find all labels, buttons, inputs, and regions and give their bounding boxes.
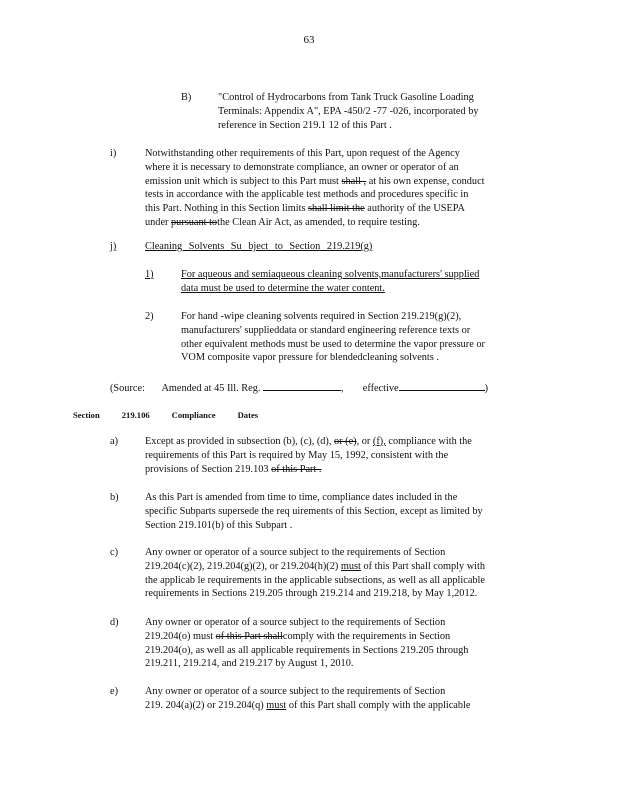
struck-text: of this Part shall	[215, 630, 283, 642]
section-number: 219.106	[121, 410, 150, 420]
source-amended: Amended at 45 Ill. Reg.	[161, 383, 261, 394]
plain-text: the Clean Air Act, as amended, to require testing.	[217, 216, 420, 228]
item-c-line: the applicab le requirements in the applicable subsections, as well as all applicable	[145, 574, 485, 586]
sub2-line: other equivalent methods must be used to determine the vapor pressure or	[181, 338, 485, 350]
source-effective: effective	[362, 383, 399, 394]
register-blank	[263, 380, 341, 391]
source-close: )	[484, 383, 489, 394]
item-i-line	[145, 216, 523, 230]
plain-text: under	[145, 216, 169, 228]
item-d-line	[145, 630, 523, 644]
item-i-line: Notwithstanding other requirements of this Part, upon request of the Agency	[145, 148, 460, 159]
item-d-label: d)	[110, 617, 119, 628]
plain-text: authority of the USEPA	[367, 203, 465, 215]
item-c-text	[145, 546, 535, 601]
plain-text: 219.204(c)(2), 219.204(g)(2), or 219.204(h)(2)	[145, 560, 339, 572]
item-d-text	[145, 616, 523, 671]
item-d-line: 219.204(o), as well as all applicable requirements in Sections 219.205 through	[145, 644, 469, 656]
section-title-2: Dates	[237, 410, 259, 420]
item-j-sub2-text	[181, 310, 536, 365]
item-b-line: Terminals: Appendix A", EPA -450/2 -77 -026, incorporated by	[218, 105, 479, 117]
plain-text: 219.204(o) must	[145, 630, 214, 642]
plain-text: Except as provided in subsection (b), (c), (d),	[145, 436, 332, 447]
item-b-line: reference in Section 219.1 12 of this Part .	[218, 119, 392, 131]
sub2-line: manufacturers' supplieddata or standard engineering reference texts or	[181, 324, 471, 336]
item-j-title: Cleaning Solvents Su bject to Section 219.219(g)	[145, 241, 373, 252]
item-b-label: B)	[181, 92, 192, 103]
item-c-line: Any owner or operator of a source subject to the requirements of Section	[145, 547, 446, 558]
sub2-line: For hand -wipe cleaning solvents required in Section 219.219(g)(2),	[181, 311, 462, 322]
item-c-line: requirements in Sections 219.205 through 219.214 and 219.218, by May 1,2012.	[145, 588, 478, 600]
item-i-line	[145, 202, 523, 216]
item-e-line	[145, 699, 523, 713]
item-i-line: tests in accordance with the applicable test methods and procedures specific in	[145, 189, 469, 201]
item-e-label: e)	[110, 686, 118, 697]
section-word: Section	[73, 410, 100, 420]
source-note	[110, 380, 488, 396]
struck-text: or (e)	[334, 436, 357, 447]
item-b-text	[218, 91, 518, 132]
item-b-line: "Control of Hydrocarbons from Tank Truck Gasoline Loading	[218, 92, 474, 103]
plain-text: provisions of Section 219.103	[145, 463, 269, 475]
plain-text: of this Part shall comply with the applicable	[288, 699, 471, 711]
item-b2-line: specific Subparts supersede the req uirements of this Section, except as limited by	[145, 505, 483, 517]
item-c-label: c)	[110, 547, 118, 558]
item-i-text	[145, 147, 523, 230]
sub1-line: For aqueous and semiaqueous cleaning solvents,manufacturers' supplied	[181, 269, 480, 280]
source-comma: ,	[341, 383, 344, 394]
item-d-line: 219.211, 219.214, and 219.217 by August 1, 2010.	[145, 658, 354, 670]
effective-blank	[399, 380, 485, 391]
item-b2-line: As this Part is amended from time to time, compliance dates included in the	[145, 492, 458, 503]
item-i-line	[145, 175, 523, 189]
item-j-sub1-text	[181, 268, 526, 296]
item-c-line	[145, 560, 535, 574]
item-a-label: a)	[110, 436, 118, 447]
sub2-line: VOM composite vapor pressure for blendedcleaning solvents .	[181, 352, 439, 364]
sub1-line: data must be used to determine the water content.	[181, 282, 385, 294]
page-number: 63	[303, 34, 315, 46]
item-j-sub2-label: 2)	[145, 311, 154, 322]
item-e-text	[145, 685, 523, 713]
struck-text: of this Part .	[271, 463, 322, 475]
inserted-text: (f),	[372, 436, 386, 447]
section-title-1: Compliance	[171, 410, 216, 420]
plain-text: this Part. Nothing in this Section limits	[145, 203, 306, 215]
struck-text: shall limit the	[308, 203, 365, 215]
plain-text: emission unit which is subject to this Part must	[145, 175, 339, 187]
plain-text: 219. 204(a)(2) or 219.204(q)	[145, 699, 264, 711]
item-a-text	[145, 435, 523, 476]
item-a-line: requirements of this Part is required by May 15, 1992, consistent with the	[145, 449, 449, 461]
item-a-line	[145, 463, 523, 477]
struck-text: shall ,	[341, 175, 367, 187]
inserted-text: must	[340, 560, 361, 572]
plain-text: compliance with the	[388, 436, 472, 447]
item-i-label: i)	[110, 148, 117, 159]
source-open: (Source:	[110, 383, 145, 394]
plain-text: at his own expense, conduct	[368, 175, 485, 187]
item-i-line: where it is necessary to demonstrate compliance, an owner or operator of an	[145, 161, 459, 173]
plain-text: , or	[356, 436, 371, 447]
item-j-sub1-label: 1)	[145, 269, 154, 280]
inserted-text: must	[266, 699, 287, 711]
item-j-label: j)	[110, 241, 117, 252]
item-e-line: Any owner or operator of a source subject to the requirements of Section	[145, 686, 446, 697]
struck-text: pursuant to	[171, 216, 218, 228]
section-heading	[73, 409, 280, 423]
item-a-line	[145, 435, 523, 449]
item-b2-line: Section 219.101(b) of this Subpart .	[145, 519, 293, 531]
plain-text: of this Part shall comply with	[363, 560, 486, 572]
item-b2-label: b)	[110, 492, 119, 503]
item-b2-text	[145, 491, 535, 532]
plain-text: comply with the requirements in Section	[282, 630, 451, 642]
item-d-line: Any owner or operator of a source subject to the requirements of Section	[145, 617, 446, 628]
